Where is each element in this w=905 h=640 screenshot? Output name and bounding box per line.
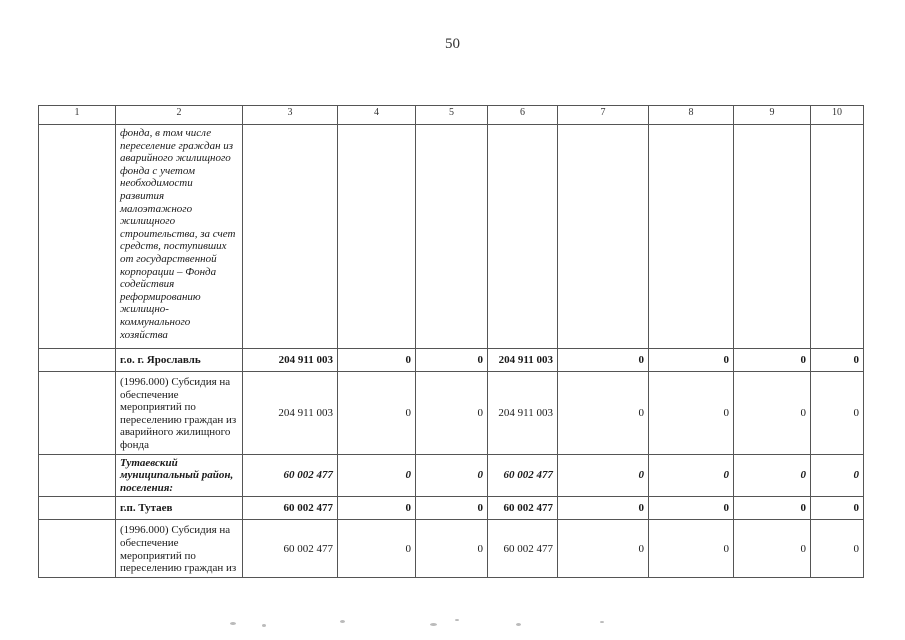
row-description: г.о. г. Ярославль: [116, 349, 243, 372]
table-cell: [488, 125, 558, 349]
table-cell: 60 002 477: [243, 520, 338, 577]
table-cell: 0: [338, 372, 416, 455]
table-cell: 204 911 003: [243, 349, 338, 372]
table-cell: 204 911 003: [488, 372, 558, 455]
table-cell: 0: [558, 454, 649, 497]
table-cell: 0: [558, 497, 649, 520]
table-cell: 0: [416, 520, 488, 577]
table-cell: [811, 125, 864, 349]
table-cell: 0: [338, 349, 416, 372]
table-cell: 0: [734, 454, 811, 497]
table-cell: 0: [734, 372, 811, 455]
table-cell: 0: [811, 349, 864, 372]
table-cell: 0: [558, 372, 649, 455]
table-cell: 60 002 477: [243, 497, 338, 520]
table-cell: [39, 349, 116, 372]
column-header: 1: [39, 106, 116, 125]
table-cell: 0: [811, 454, 864, 497]
table-row-continuation: [39, 125, 864, 349]
table-cell: [734, 125, 811, 349]
page-number: 50: [445, 36, 460, 52]
row-description: (1996.000) Субсидия на обеспечение мероприятий по переселению граждан из аварийного жилищного фонда: [116, 372, 243, 455]
table-cell: 0: [811, 372, 864, 455]
header-row: [39, 106, 864, 125]
column-header: 4: [338, 106, 416, 125]
table-cell: 60 002 477: [488, 454, 558, 497]
table-cell: [416, 125, 488, 349]
table-cell: 0: [416, 349, 488, 372]
table-cell: [39, 454, 116, 497]
table-row-tutaev-subsidy: [39, 520, 864, 577]
table-cell: 0: [811, 520, 864, 577]
table-cell: 204 911 003: [488, 349, 558, 372]
row-description: г.п. Тутаев: [116, 497, 243, 520]
table-cell: 0: [649, 349, 734, 372]
table-cell: [39, 372, 116, 455]
table-cell: 0: [734, 520, 811, 577]
table-cell: 0: [558, 349, 649, 372]
table-cell: [649, 125, 734, 349]
table-cell: [338, 125, 416, 349]
table-cell: 0: [811, 497, 864, 520]
column-header: 5: [416, 106, 488, 125]
column-header: 10: [811, 106, 864, 125]
table-cell: 204 911 003: [243, 372, 338, 455]
table-cell: 0: [416, 372, 488, 455]
table-row-yaroslavl-subsidy: [39, 372, 864, 455]
table-cell: 0: [338, 454, 416, 497]
table-cell: [243, 125, 338, 349]
table-cell: [558, 125, 649, 349]
column-header: 3: [243, 106, 338, 125]
table-cell: 0: [416, 497, 488, 520]
budget-table: [38, 105, 864, 578]
column-header: 8: [649, 106, 734, 125]
table-cell: [39, 125, 116, 349]
table-row-tutaev-district-total: [39, 454, 864, 497]
table-row-yaroslavl-total: [39, 349, 864, 372]
table-cell: 0: [649, 497, 734, 520]
table-cell: 0: [734, 497, 811, 520]
table-cell: [39, 520, 116, 577]
table-cell: 0: [649, 520, 734, 577]
table-cell: 60 002 477: [488, 497, 558, 520]
table-cell: [39, 497, 116, 520]
table-cell: 0: [338, 520, 416, 577]
table-row-tutaev-city-total: [39, 497, 864, 520]
column-header: 9: [734, 106, 811, 125]
table-cell: 60 002 477: [243, 454, 338, 497]
column-header: 2: [116, 106, 243, 125]
table-cell: 60 002 477: [488, 520, 558, 577]
scan-noise: [0, 614, 905, 640]
table-cell: 0: [416, 454, 488, 497]
table-cell: 0: [734, 349, 811, 372]
column-header: 6: [488, 106, 558, 125]
row-description: Тутаевский муниципальный район, поселения:: [116, 454, 243, 497]
table-cell: 0: [338, 497, 416, 520]
row-description: фонда, в том числе переселение граждан из аварийного жилищного фонда с учетом необходимости развития малоэтажного жилищного строительства, за счет средств, поступивших от государственной корпорации – Фонда содействия реформированию жилищно-коммунального хозяйства: [116, 125, 243, 349]
table-cell: 0: [649, 454, 734, 497]
table-cell: 0: [649, 372, 734, 455]
row-description: (1996.000) Субсидия на обеспечение мероприятий по переселению граждан из: [116, 520, 243, 577]
table-cell: 0: [558, 520, 649, 577]
column-header: 7: [558, 106, 649, 125]
